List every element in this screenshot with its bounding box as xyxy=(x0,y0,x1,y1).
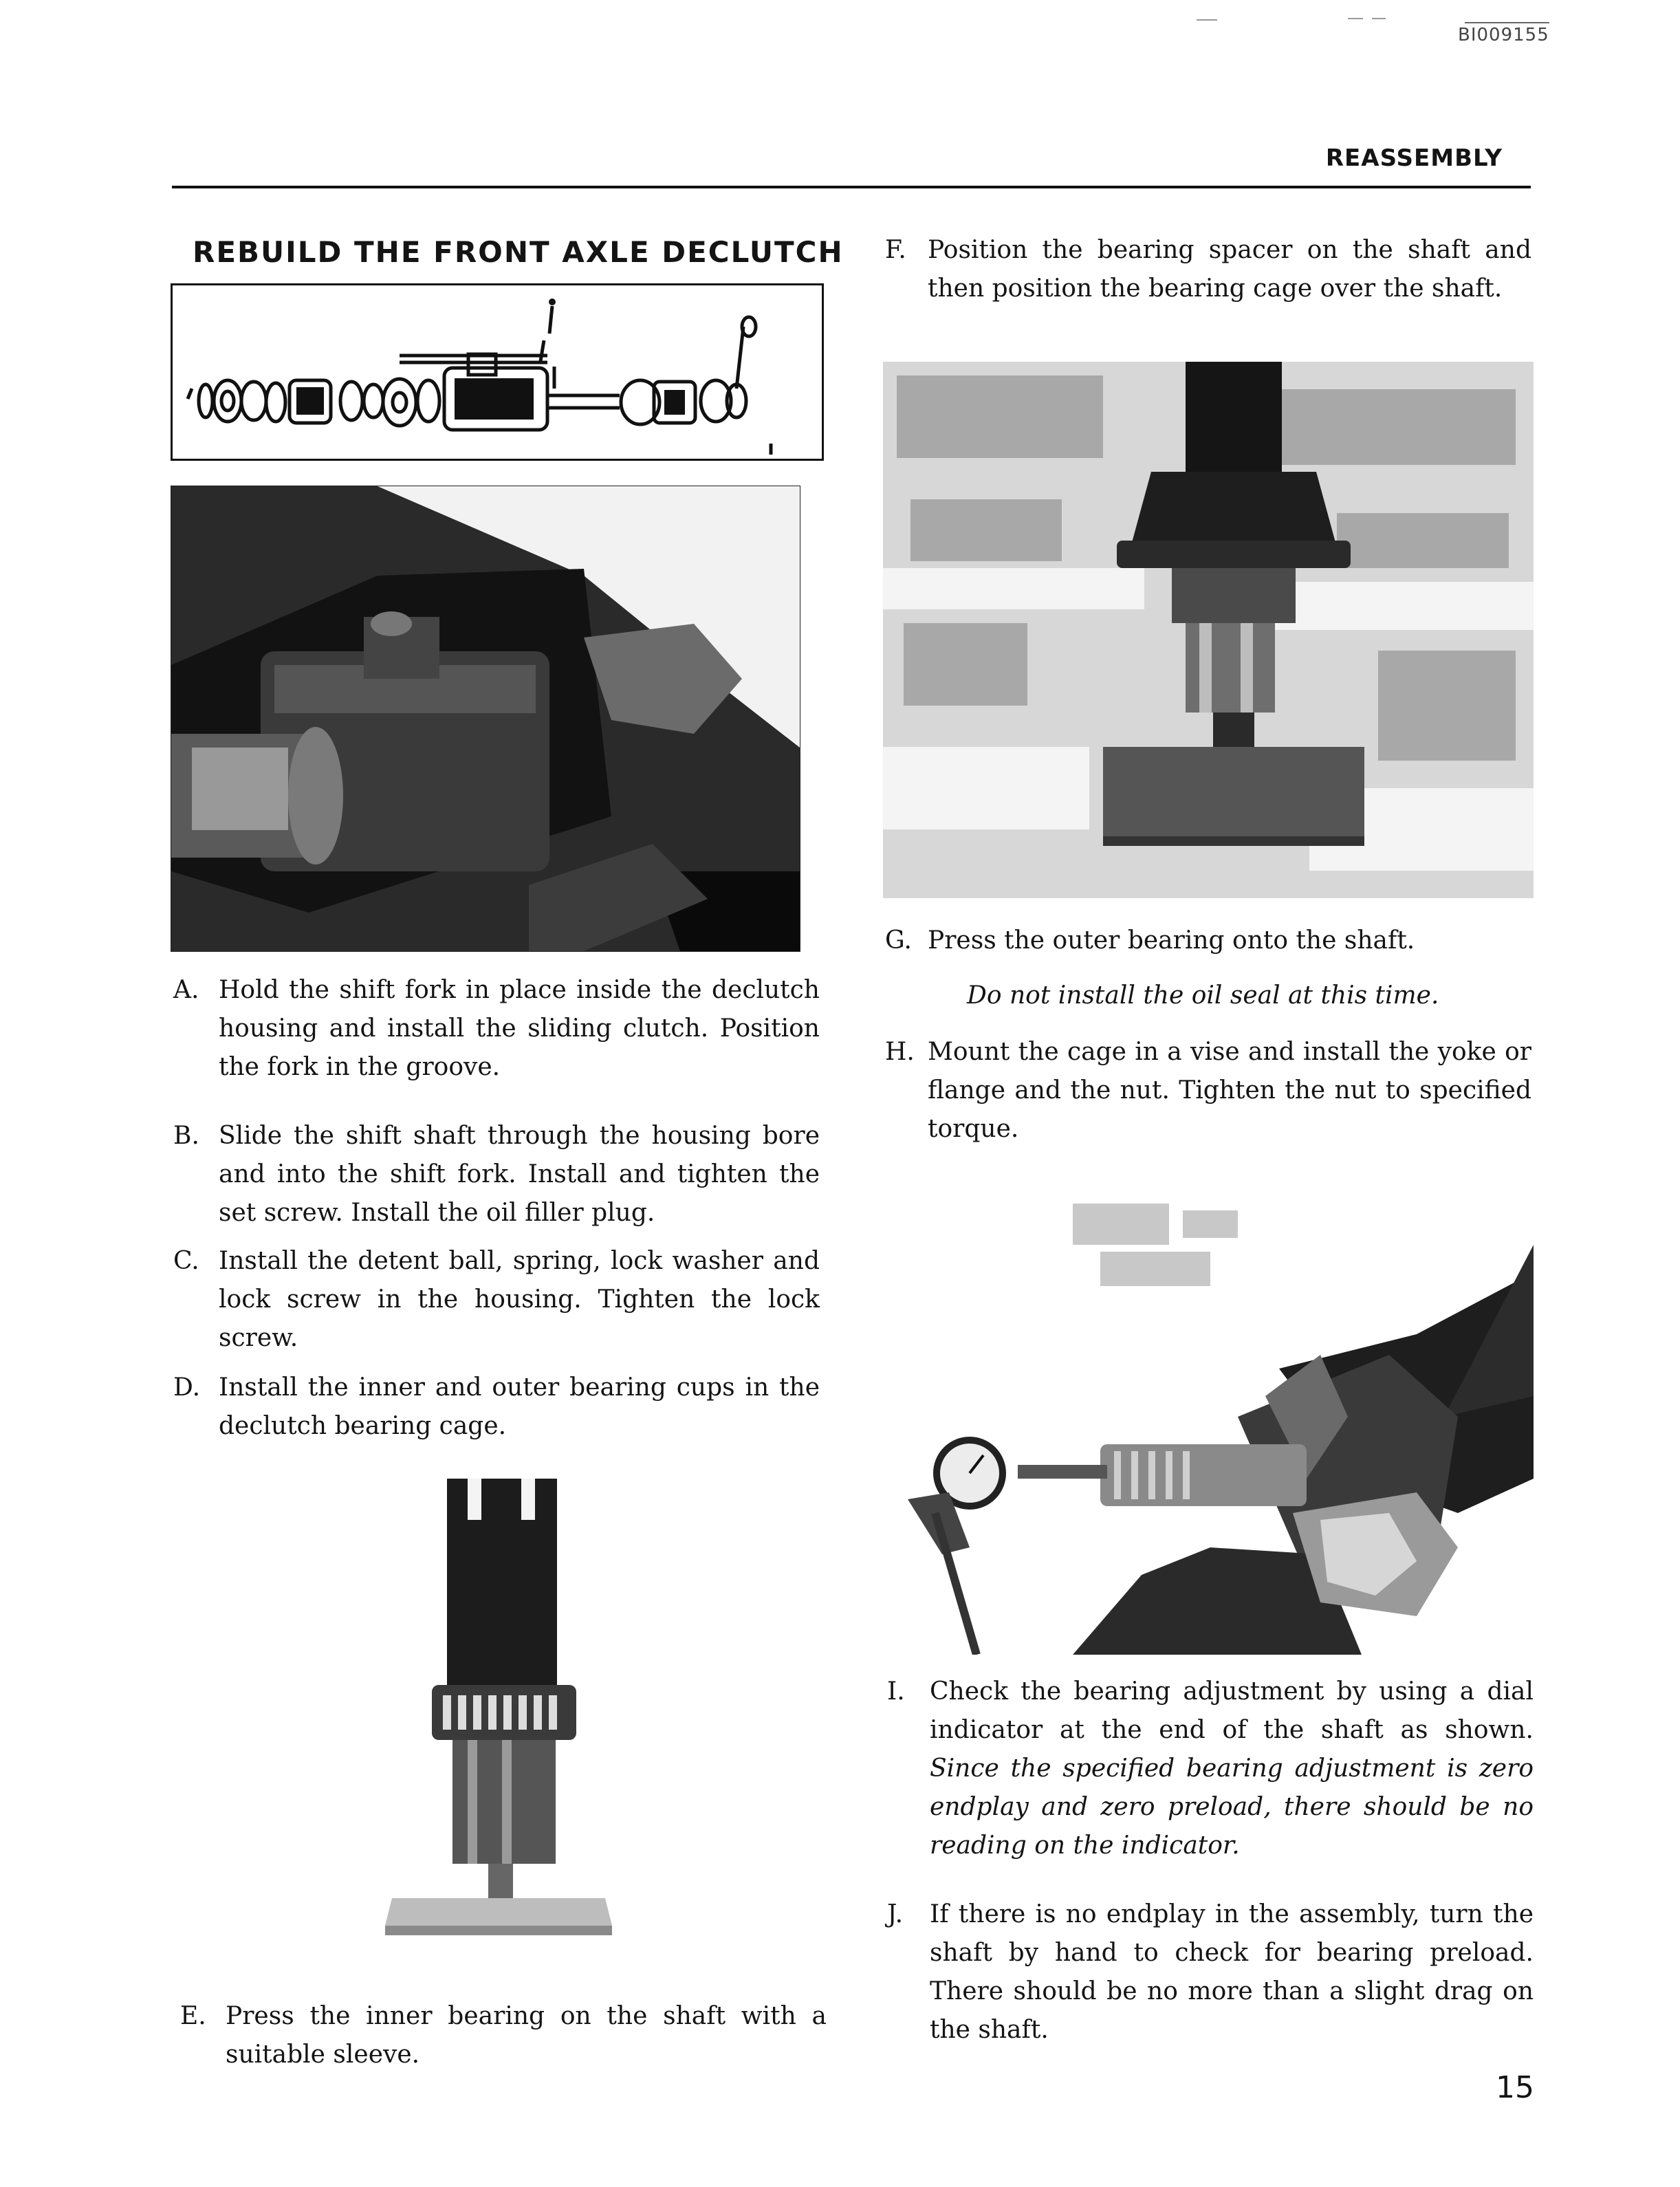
declutch-parts-illustration xyxy=(173,285,822,459)
step-i-note: Since the specified bearing adjustment is zero endplay and zero preload, there should be no reading on the indicator. xyxy=(930,1754,1534,1860)
step-text: Install the detent ball, spring, lock washer and lock screw in the housing. Tighten the lock screw. xyxy=(219,1247,820,1352)
step-letter: H. xyxy=(885,1038,915,1066)
step-letter: G. xyxy=(885,926,912,955)
step-b xyxy=(173,1117,820,1232)
step-a xyxy=(173,971,820,1087)
step-h xyxy=(885,1033,1531,1149)
step-text: Hold the shift fork in place inside the declutch housing and install the sliding clutch. Position the fork in the groove. xyxy=(219,976,820,1081)
photo-press-inner-bearing xyxy=(371,1479,640,1939)
step-text: Mount the cage in a vise and install the yoke or flange and the nut. Tighten the nut to specified torque. xyxy=(928,1038,1531,1143)
step-g-note: Do not install the oil seal at this time. xyxy=(967,981,1439,1010)
photo-dial-indicator-check xyxy=(894,1190,1534,1655)
header-rule xyxy=(172,186,1531,188)
step-text: Install the inner and outer bearing cups in the declutch bearing cage. xyxy=(219,1373,820,1440)
photo-install-shift-fork xyxy=(171,486,800,952)
exploded-parts-diagram xyxy=(171,283,824,461)
step-letter: D. xyxy=(173,1373,201,1402)
step-text: If there is no endplay in the assembly, turn the shaft by hand to check for bearing preload. There should be no more than a slight drag on the shaft. xyxy=(930,1900,1534,2044)
photo-bearing-cage-on-shaft xyxy=(883,362,1534,898)
step-f xyxy=(885,231,1531,308)
step-letter: E. xyxy=(180,2002,206,2030)
step-g xyxy=(885,922,1531,960)
section-label: REASSEMBLY xyxy=(1325,144,1503,172)
step-letter: J. xyxy=(887,1900,904,1928)
step-letter: I. xyxy=(887,1677,905,1706)
step-text: Slide the shift shaft through the housing bore and into the shift fork. Install and tighten the set screw. Install the oil filler plug. xyxy=(219,1122,820,1227)
step-letter: C. xyxy=(173,1247,199,1275)
step-text: Position the bearing spacer on the shaft and then position the bearing cage over the shaft. xyxy=(928,236,1531,303)
step-j xyxy=(887,1895,1534,2049)
step-text: Press the outer bearing onto the shaft. xyxy=(928,926,1415,955)
page-number: 15 xyxy=(1496,2070,1534,2105)
page-title: REBUILD THE FRONT AXLE DECLUTCH xyxy=(193,235,844,269)
step-e xyxy=(180,1997,827,2074)
step-letter: F. xyxy=(885,236,906,264)
document-id: BI009155 xyxy=(1458,25,1549,45)
step-c xyxy=(173,1242,820,1358)
step-text: Check the bearing adjustment by using a dial indicator at the end of the shaft as shown. xyxy=(930,1677,1534,1744)
step-d xyxy=(173,1369,820,1446)
step-i xyxy=(887,1673,1534,1865)
step-text: Press the inner bearing on the shaft with a suitable sleeve. xyxy=(226,2002,827,2069)
step-letter: B. xyxy=(173,1122,199,1150)
step-letter: A. xyxy=(173,976,199,1004)
